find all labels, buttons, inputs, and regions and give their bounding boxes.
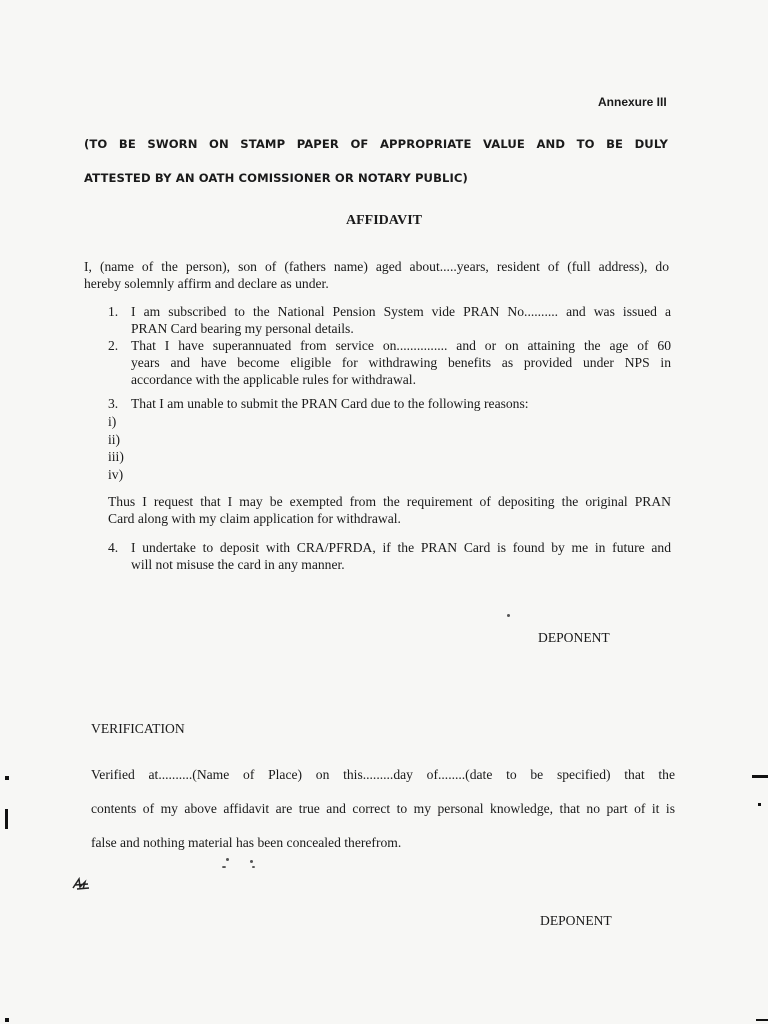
item-line: will not misuse the card in any manner. (131, 557, 345, 572)
annexure-label: Annexure III (598, 95, 667, 109)
verification-line-2: contents of my above affidavit are true and correct to my personal knowledge, that no part of it is (91, 801, 675, 816)
scan-speck (752, 775, 768, 778)
item-number: 2. (108, 338, 119, 353)
item-number: 4. (108, 540, 119, 555)
declaration-item-2 (108, 337, 671, 388)
request-line-1: Thus I request that I may be exempted from the requirement of depositing the original PRAN (108, 494, 671, 509)
item-line: I am subscribed to the National Pension System vide PRAN No.......... and was issued a (131, 304, 671, 319)
scan-speck (222, 866, 226, 868)
intro-line-1: I, (name of the person), son of (fathers name) aged about.....years, resident of (full address), do (84, 259, 669, 274)
declaration-item-4 (108, 539, 671, 573)
reason-item: iii) (108, 449, 124, 464)
handwritten-mark-icon (71, 876, 91, 892)
scan-speck (252, 866, 255, 868)
scan-speck (758, 803, 761, 806)
intro-paragraph (84, 258, 669, 292)
reason-item: i) (108, 414, 117, 429)
item-line: accordance with the applicable rules for withdrawal. (131, 372, 416, 387)
scan-speck (5, 776, 9, 780)
scan-speck (250, 860, 253, 863)
instruction-line-2: ATTESTED BY AN OATH COMISSIONER OR NOTARY PUBLIC) (84, 171, 468, 185)
item-line: I undertake to deposit with CRA/PFRDA, if the PRAN Card is found by me in future and (131, 540, 671, 555)
reason-item: ii) (108, 431, 121, 447)
scan-speck (507, 614, 510, 617)
reasons-list (108, 413, 124, 483)
deponent-signature-label-1: DEPONENT (538, 630, 610, 645)
declaration-item-3 (108, 395, 671, 412)
item-line: years and have become eligible for withdrawing benefits as provided under NPS in (131, 355, 671, 370)
item-line: That I have superannuated from service on............... and or on attaining the age of 60 (131, 338, 671, 353)
request-paragraph (108, 493, 671, 527)
scan-speck (5, 1018, 9, 1022)
declaration-item-1 (108, 303, 671, 337)
scan-speck (5, 809, 8, 829)
item-number: 3. (108, 396, 119, 411)
deponent-signature-label-2: DEPONENT (540, 913, 612, 928)
instruction-line-1: (TO BE SWORN ON STAMP PAPER OF APPROPRIATE VALUE AND TO BE DULY (84, 137, 668, 151)
verification-line-1: Verified at..........(Name of Place) on this.........day of........(date to be specified) that the (91, 767, 675, 782)
reason-item: iv) (108, 466, 124, 482)
document-title: AFFIDAVIT (346, 213, 422, 228)
item-line: PRAN Card bearing my personal details. (131, 321, 354, 336)
request-line-2: Card along with my claim application for withdrawal. (108, 511, 401, 526)
intro-line-2: hereby solemnly affirm and declare as under. (84, 276, 329, 291)
scan-speck (756, 1019, 768, 1021)
item-line: That I am unable to submit the PRAN Card due to the following reasons: (131, 396, 529, 411)
item-number: 1. (108, 304, 119, 319)
verification-line-3: false and nothing material has been concealed therefrom. (91, 835, 402, 850)
verification-heading: VERIFICATION (91, 721, 185, 736)
scan-speck (226, 858, 229, 861)
